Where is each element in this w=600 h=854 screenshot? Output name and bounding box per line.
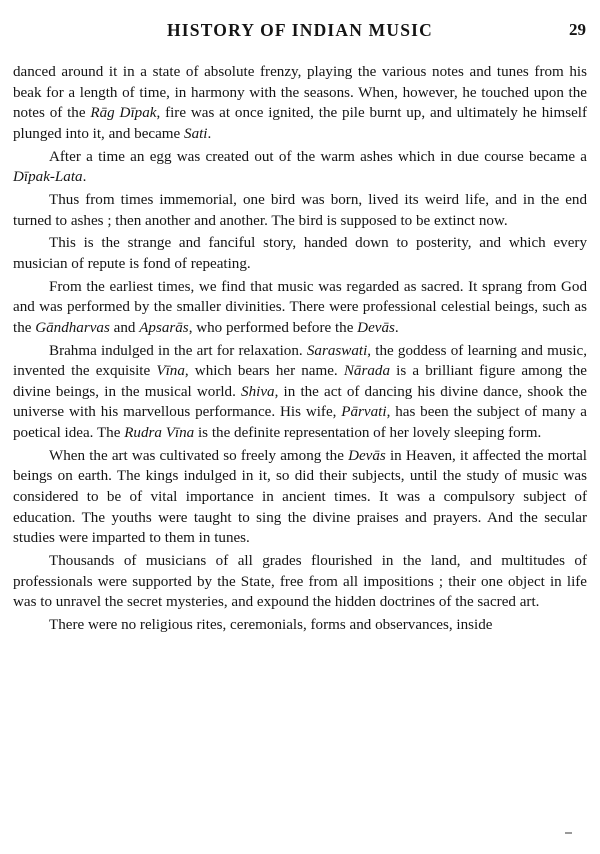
- text-run: Thus from times immemorial, one bird was born, lived its weird life, and in the end turned to ashes ; then another and another. The bird is supposed to be extinct now.: [13, 191, 587, 229]
- paragraph: [13, 341, 587, 444]
- italic-term: Shiva: [241, 383, 275, 400]
- text-run: .: [207, 125, 212, 142]
- running-head: HISTORY OF INDIAN MUSIC: [166, 20, 434, 40]
- text-run: in Heaven, it affected the mortal beings on earth. The kings indulged in it, so did their subjects, until the study of music was considered to be of vital importance in ancient times. It was a compulsory subject of education. The youths were taught to sing the divine praises and prayers. And the secular studies were imparted to them in tunes.: [13, 447, 587, 547]
- italic-term: Pārvati: [341, 404, 387, 421]
- text-run: After a time an egg was created out of the warm ashes which in due course became a: [49, 148, 587, 165]
- italic-term: Vīna: [156, 363, 185, 380]
- paragraph: [13, 551, 587, 613]
- body-text: [13, 62, 587, 636]
- italic-term: Dīpak-Lata: [13, 169, 83, 186]
- text-run: From the earliest times, we find that music was regarded as sacred. It sprang from God and was performed by the smaller divinities. There were professional celestial beings, such as the: [13, 278, 587, 336]
- text-run: .: [82, 169, 87, 186]
- text-run: .: [394, 319, 399, 336]
- italic-term: Saraswati: [306, 342, 368, 359]
- paragraph: [13, 62, 587, 144]
- text-run: There were no religious rites, ceremonials, forms and observances, inside: [49, 616, 493, 633]
- italic-term: Gāndharvas: [35, 319, 110, 336]
- text-run: Thousands of musicians of all grades flourished in the land, and multitudes of professionals were supported by the State, free from all impositions ; their one object in life was to unravel the secret mysteries, and expound the hidden doctrines of the sacred art.: [13, 552, 587, 611]
- text-run: Brahma indulged in the art for relaxation.: [49, 342, 307, 359]
- italic-term: Nārada: [343, 363, 390, 380]
- paragraph: [13, 446, 587, 549]
- italic-term: Sati: [184, 125, 208, 142]
- text-run: is the definite representation of her lovely sleeping form.: [194, 425, 542, 442]
- paragraph: [13, 233, 587, 274]
- italic-term: Apsarās: [139, 319, 189, 336]
- italic-term: Rāg Dīpak: [90, 105, 157, 122]
- text-run: and: [109, 319, 140, 336]
- italic-term: Devās: [348, 447, 386, 464]
- text-run: , the goddess of learning and music, invented the exquisite: [13, 342, 587, 380]
- print-smudge: [565, 832, 572, 834]
- text-run: , in the act of dancing his divine dance, shook the universe with his marvellous performance. His wife,: [13, 383, 587, 421]
- italic-term: Rudra Vīna: [124, 425, 195, 442]
- text-run: This is the strange and fanciful story, handed down to posterity, and which every musician of repute is fond of repeating.: [13, 235, 587, 272]
- italic-term: Devās: [357, 319, 395, 336]
- paragraph: [13, 615, 587, 636]
- text-run: danced around it in a state of absolute frenzy, playing the various notes and tunes from his beak for a length of time, in harmony with the seasons. When, however, he touched upon the notes of the: [13, 64, 587, 122]
- text-run: , which bears her name.: [184, 363, 344, 380]
- paragraph: [13, 277, 587, 339]
- page-number: 29: [569, 20, 586, 39]
- paragraph: [13, 147, 587, 188]
- paragraph: [13, 190, 587, 231]
- text-run: When the art was cultivated so freely among the: [49, 447, 349, 464]
- text-run: , who performed before the: [188, 319, 358, 336]
- text-run: is a brilliant figure among the divine beings, in the musical world.: [13, 363, 587, 400]
- text-run: , has been the subject of many a poetical idea. The: [13, 404, 587, 442]
- page-header: [12, 20, 588, 46]
- text-run: , fire was at once ignited, the pile burnt up, and ultimately he himself plunged into it, and became: [13, 105, 587, 142]
